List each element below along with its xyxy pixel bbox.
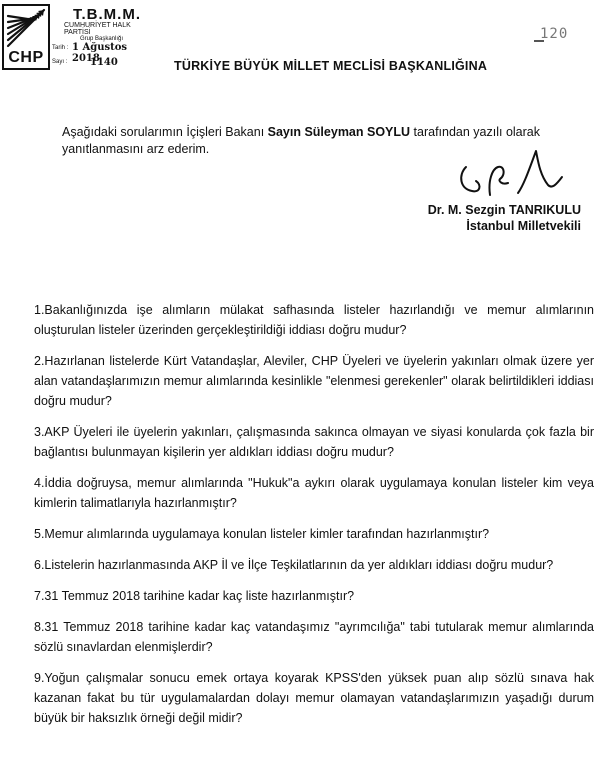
- intro-text-start: Aşağıdaki sorularımın İçişleri Bakanı: [62, 124, 268, 139]
- question-8: 8.31 Temmuz 2018 tarihine kadar kaç vatandaşımız "ayrımcılığa" tabi tutularak memur alımlarında sözlü sınavlardan elenmişlerdir?: [34, 620, 594, 654]
- question-2: 2.Hazırlanan listelerde Kürt Vatandaşlar, Aleviler, CHP Üyeleri ve üyelerin yakınları olmak üzere yer alan vatandaşlarımızın memur alımlarında kesinlikle "elenmesi gerekenler" olarak belirtildikleri iddiası doğru mudur?: [34, 354, 594, 408]
- question-7: 7.31 Temmuz 2018 tarihine kadar kaç liste hazırlanmıştır?: [34, 589, 355, 603]
- signer-name: Dr. M. Sezgin TANRIKULU: [427, 203, 581, 217]
- receipt-number: 120: [540, 26, 569, 42]
- stamp-number-label: Sayı :: [52, 59, 68, 65]
- stamp-date-label: Tarih :: [52, 45, 69, 51]
- question-5: 5.Memur alımlarında uygulamaya konulan listeler kimler tarafından hazırlanmıştır?: [34, 527, 490, 541]
- signature-block: [428, 202, 581, 234]
- question-1: 1.Bakanlığınızda işe alımların mülakat safhasında listeler hazırlandığı ve memur alımlarının oluşturulan listeler üzerinden gerçekleştirildiği iddiası doğru mudur?: [34, 303, 594, 337]
- signer-title: İstanbul Milletvekili: [466, 219, 581, 233]
- six-arrows-icon: [4, 6, 48, 48]
- stamp-party: CUMHURİYET HALK PARTİSİ: [64, 22, 131, 36]
- minister-name: Sayın Süleyman SOYLU: [267, 124, 411, 139]
- stamp-number-value: 1140: [90, 57, 118, 68]
- stamp-group: Grup Başkanlığı: [80, 36, 124, 42]
- stamp-title: T.B.M.M.: [73, 6, 141, 23]
- chp-logo: [2, 4, 50, 70]
- handwritten-signature: [452, 145, 572, 205]
- question-4: 4.İddia doğruysa, memur alımlarında "Hukuk"a aykırı olarak uygulamaya konulan listeler kim veya kimlerin talimatlarıyla hazırlanmıştır?: [34, 476, 594, 510]
- stamp-number-row: [52, 56, 152, 70]
- logo-text: CHP: [8, 49, 44, 66]
- question-3: 3.AKP Üyeleri ile üyelerin yakınları, çalışmasında sakınca olmayan ve siyasi konularda çok fazla bir bağlantısı bulunmayan kişilerin yer aldıkları iddiası doğru mudur?: [34, 425, 594, 459]
- incoming-stamp: [52, 6, 152, 70]
- addressee-heading: TÜRKİYE BÜYÜK MİLLET MECLİSİ BAŞKANLIĞINA: [174, 59, 488, 73]
- intro-text-end: tarafından yazılı olarak yanıtlanmasını arz ederim.: [62, 124, 540, 156]
- question-6: 6.Listelerin hazırlanmasında AKP İl ve İlçe Teşkilatlarının da yer aldıkları iddiası doğru mudur?: [34, 558, 554, 572]
- question-list: [34, 300, 594, 728]
- question-9: 9.Yoğun çalışmalar sonucu emek ortaya koyarak KPSS'den yüksek puan alıp sözlü sınava hak kazanan fakat bu tür uygulamalardan dolayı memur olamayan vatandaşlarımızın yaşadığı durum büyük bir haksızlık örneği değil midir?: [34, 671, 594, 725]
- stamp-date-value: 1 Ağustos 2018: [72, 42, 128, 64]
